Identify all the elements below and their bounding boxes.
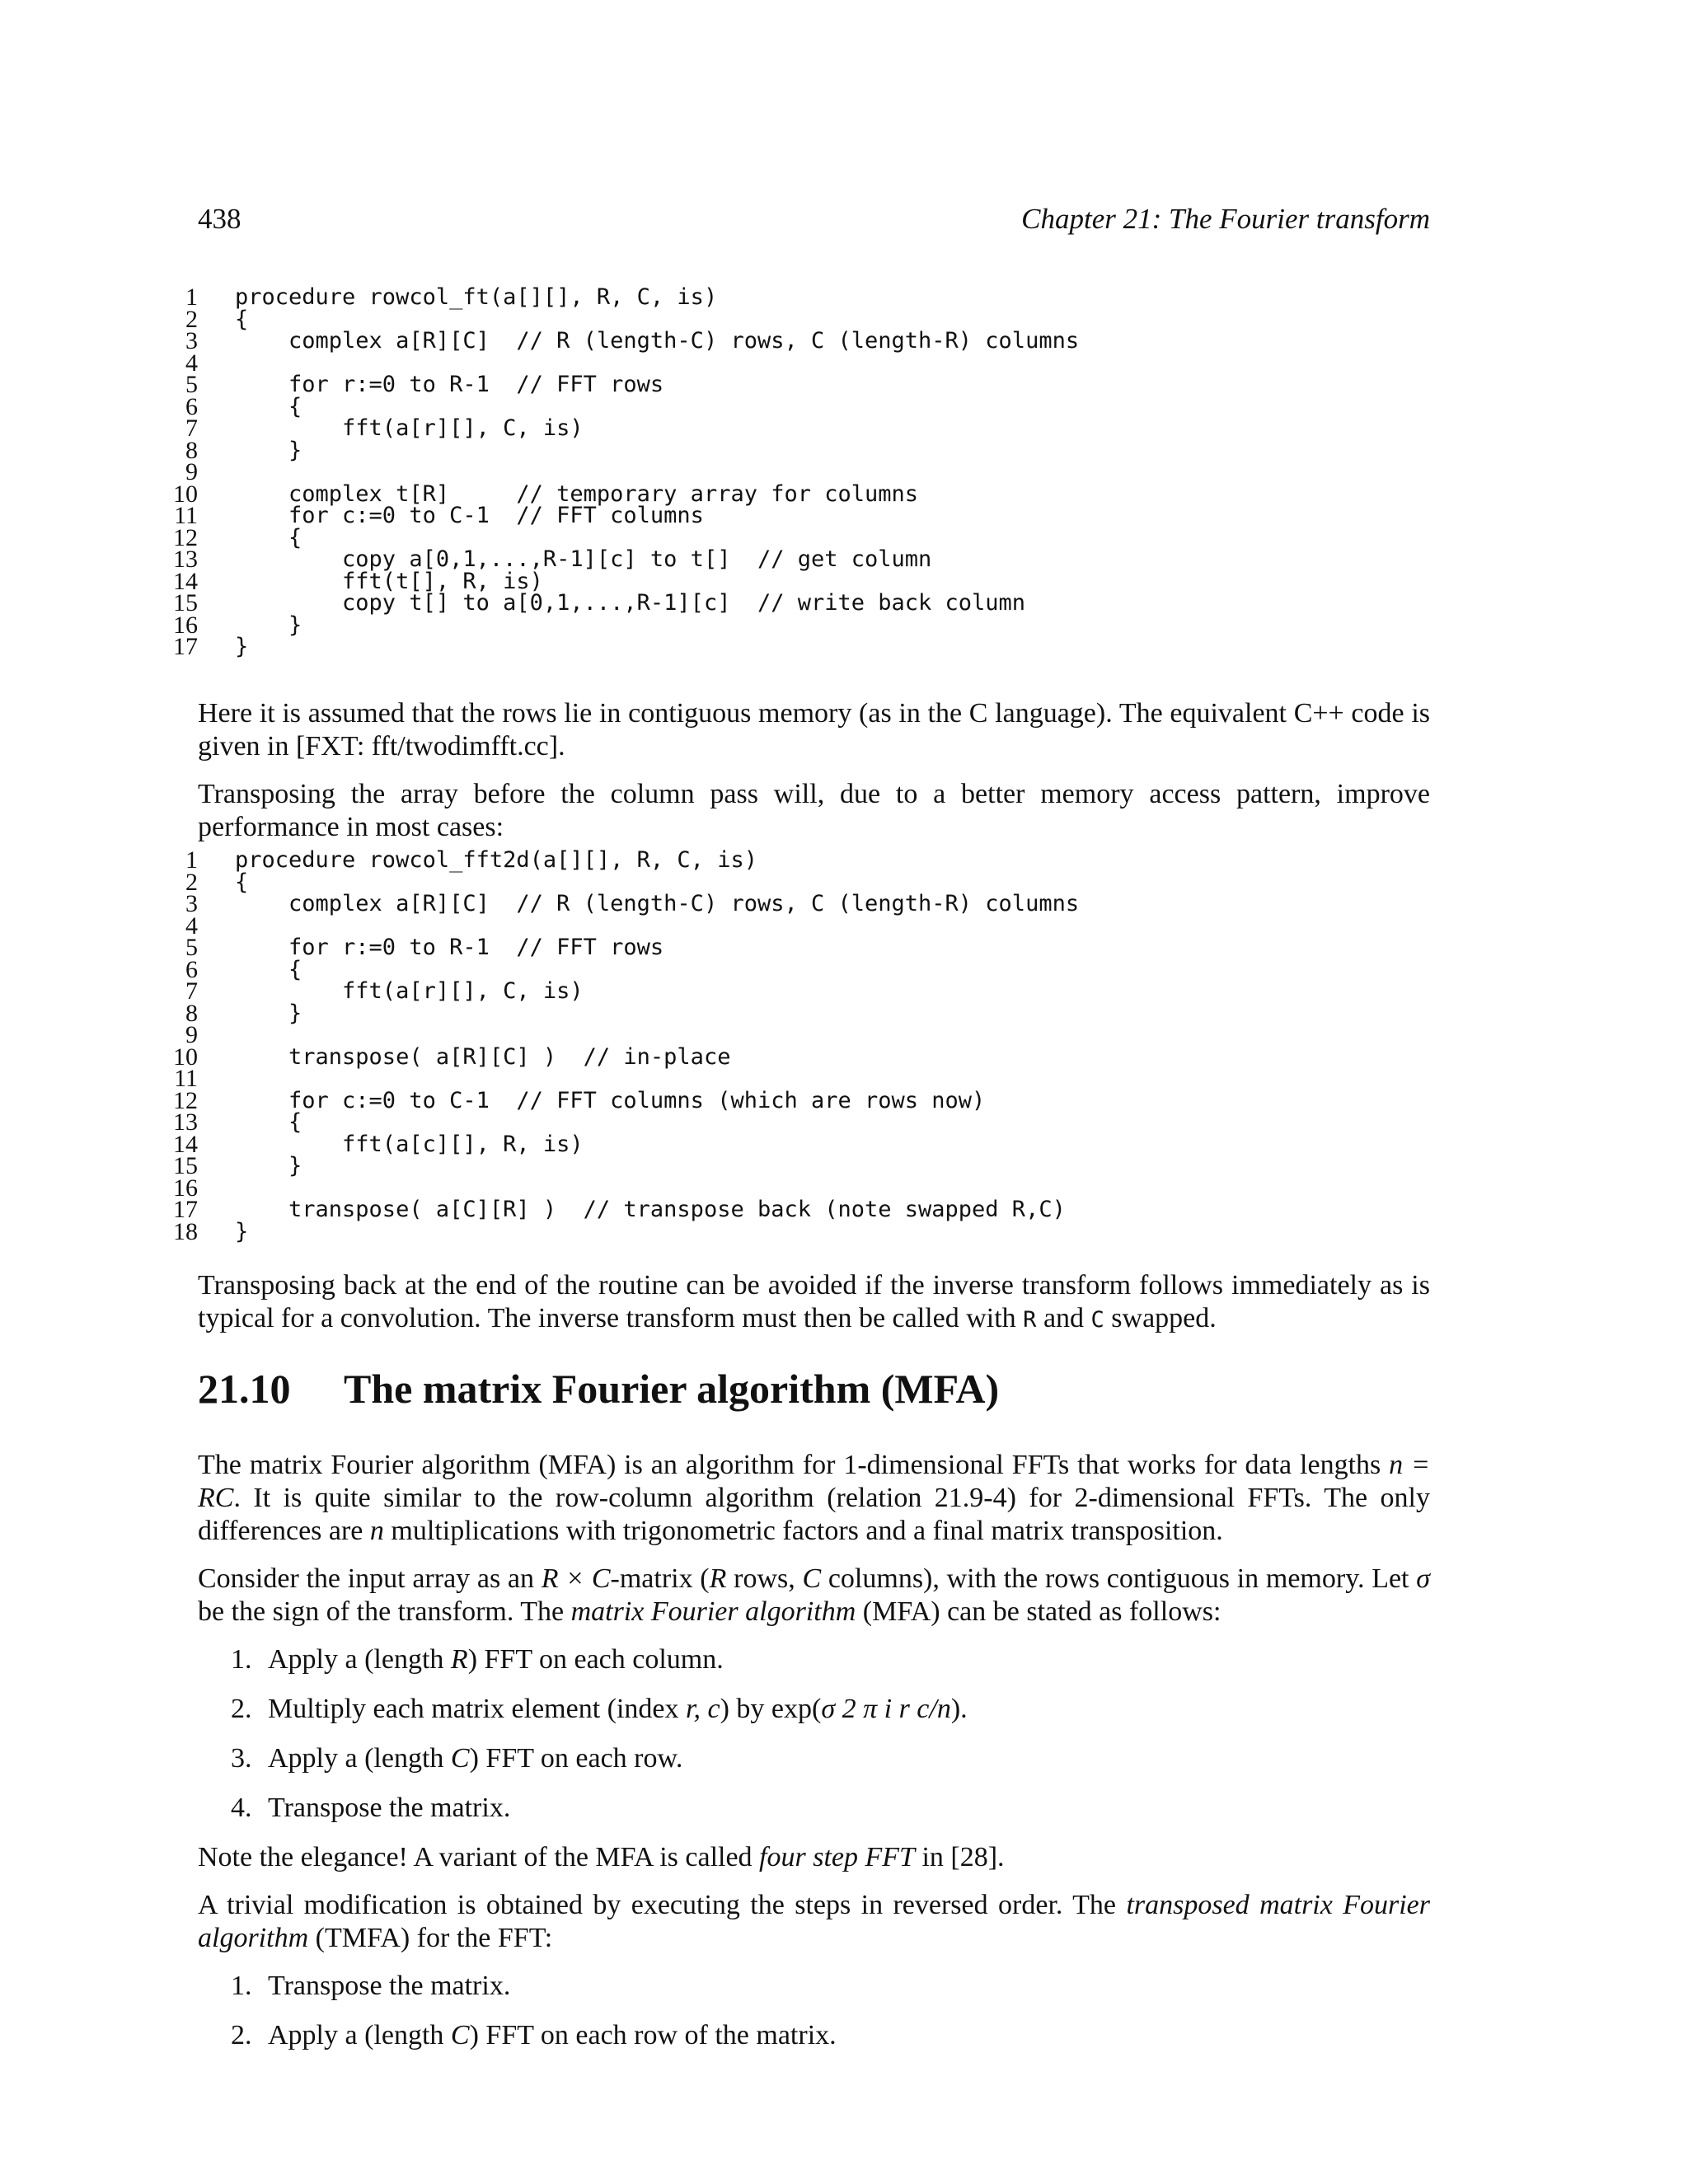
line-number: 13	[173, 1108, 198, 1136]
code-text: for r:=0 to R-1 // FFT rows	[235, 935, 664, 960]
code-text: {	[235, 306, 249, 332]
code-text: fft(t[], R, is)	[235, 568, 543, 594]
line-number: 17	[173, 633, 198, 660]
line-number: 12	[173, 523, 198, 551]
line-number: 2	[185, 868, 198, 896]
mfa-steps-list	[198, 1643, 1430, 1825]
code-text: }	[235, 634, 249, 659]
page-number: 438	[198, 203, 241, 235]
code-text: complex a[R][C] // R (length-C) rows, C (length-R) columns	[235, 891, 1080, 916]
code-text: {	[235, 524, 302, 551]
code-line	[165, 633, 1442, 660]
line-number: 15	[173, 589, 198, 616]
code-text: }	[235, 437, 302, 463]
line-number: 6	[185, 392, 198, 420]
code-line	[165, 436, 1442, 464]
code-text: fft(a[c][], R, is)	[235, 1131, 584, 1157]
line-number: 9	[185, 458, 198, 485]
code-line	[165, 999, 1442, 1027]
code-text: transpose( a[C][R] ) // transpose back (note swapped R,C)	[235, 1197, 1066, 1222]
code-text: {	[235, 1109, 302, 1135]
line-number: 11	[174, 1065, 198, 1092]
code-text: }	[235, 612, 302, 638]
code-text: copy t[] to a[0,1,...,R-1][c] // write back column	[235, 590, 1026, 616]
code-line	[165, 415, 1442, 442]
code-line	[165, 1021, 1442, 1048]
body-text-2	[198, 1269, 1430, 1337]
section-heading	[198, 1365, 1430, 1413]
paragraph-elegance: Note the elegance! A variant of the MFA is called four step FFT in [28].	[198, 1842, 1005, 1872]
code-text: {	[235, 393, 302, 419]
code-line	[165, 1217, 1442, 1245]
line-number: 14	[173, 1130, 198, 1158]
code-line	[165, 1086, 1442, 1114]
section-number: 21.10	[198, 1366, 291, 1412]
tmfa-steps-list	[198, 1970, 1430, 2052]
line-number: 16	[173, 611, 198, 639]
line-number: 1	[185, 846, 198, 874]
code-line	[165, 546, 1442, 573]
code-text: }	[235, 1000, 302, 1026]
code-text: fft(a[r][], C, is)	[235, 978, 584, 1004]
line-number: 4	[185, 912, 198, 940]
paragraph-transposing-back: Transposing back at the end of the routine can be avoided if the inverse transform follows immediately as is typical for a convolution. The inverse transform must then be called with R and C swapped.	[198, 1270, 1430, 1333]
code-line	[165, 934, 1442, 961]
line-number: 5	[185, 934, 198, 961]
line-number: 3	[185, 890, 198, 917]
code-text: for c:=0 to C-1 // FFT columns	[235, 503, 704, 528]
line-number: 8	[185, 999, 198, 1027]
line-number: 18	[173, 1217, 198, 1245]
line-number: 6	[185, 955, 198, 983]
code-line	[165, 1130, 1442, 1158]
code-text: complex t[R] // temporary array for columns	[235, 480, 919, 507]
line-number: 12	[173, 1086, 198, 1114]
line-number: 17	[173, 1196, 198, 1223]
code-line	[165, 1043, 1442, 1071]
code-line	[165, 977, 1442, 1005]
paragraph-transposing: Transposing the array before the column pass will, due to a better memory access pattern, improve performance in most cases:	[198, 779, 1430, 842]
line-number: 10	[173, 480, 198, 508]
paragraph-input-array: Consider the input array as an R × C-matrix (R rows, C columns), with the rows contiguous in memory. Let σ be the sign of the transform. The matrix Fourier algorithm (MFA) can be stated as follows:	[198, 1563, 1430, 1627]
code-line	[165, 890, 1442, 917]
code-text: fft(a[r][], C, is)	[235, 415, 584, 441]
chapter-title: Chapter 21: The Fourier transform	[1021, 203, 1430, 235]
code-line	[165, 589, 1442, 616]
line-number: 7	[185, 415, 198, 442]
code-text: procedure rowcol_ft(a[][], R, C, is)	[235, 284, 718, 310]
line-number: 9	[185, 1021, 198, 1048]
line-number: 16	[173, 1174, 198, 1202]
body-text-3	[198, 1449, 1430, 2069]
code-text: }	[235, 1218, 249, 1244]
code-text: }	[235, 1153, 302, 1179]
code-text: {	[235, 869, 249, 895]
line-number: 2	[185, 305, 198, 333]
paragraph-mfa-intro: The matrix Fourier algorithm (MFA) is an algorithm for 1-dimensional FFTs that works for data lengths n = RC. It is quite similar to the row-column algorithm (relation 21.9-4) for 2-dimensional FFTs. The only differences are n multiplications with trigonometric factors and a final matrix transposition.	[198, 1450, 1430, 1546]
code-line	[165, 611, 1442, 639]
code-listing-rowcol-fft2d	[165, 846, 1442, 1245]
list-item: 2. Multiply each matrix element (index r, c) by exp(σ 2 π i r c/n).	[231, 1694, 968, 1724]
code-line	[165, 502, 1442, 529]
line-number: 11	[174, 502, 198, 529]
code-text: transpose( a[R][C] ) // in-place	[235, 1043, 731, 1070]
list-item: 1. Transpose the matrix.	[231, 1971, 511, 2001]
list-item: 2. Apply a (length C) FFT on each row of the matrix.	[231, 2020, 837, 2050]
code-text: procedure rowcol_fft2d(a[][], R, C, is)	[235, 847, 757, 873]
line-number: 3	[185, 327, 198, 354]
code-line	[165, 327, 1442, 354]
code-line	[165, 371, 1442, 398]
page-header	[198, 203, 1430, 239]
code-line	[165, 1196, 1442, 1223]
code-text: copy a[0,1,...,R-1][c] to t[] // get column	[235, 546, 932, 572]
code-text: {	[235, 956, 302, 982]
code-text: for r:=0 to R-1 // FFT rows	[235, 372, 664, 397]
line-number: 14	[173, 567, 198, 595]
code-listing-rowcol-ft	[165, 284, 1442, 660]
line-number: 8	[185, 436, 198, 464]
paragraph-tmfa: A trivial modification is obtained by executing the steps in reversed order. The transposed matrix Fourier algorithm (TMFA) for the FFT:	[198, 1890, 1430, 1953]
list-item: 1. Apply a (length R) FFT on each column.	[231, 1644, 724, 1675]
code-C: C	[1090, 1307, 1104, 1333]
code-line	[165, 284, 1442, 311]
code-line	[165, 1152, 1442, 1179]
paragraph-contiguous-memory: Here it is assumed that the rows lie in contiguous memory (as in the C language). The equivalent C++ code is given in [FXT: fft/twodimfft.cc].	[198, 698, 1430, 762]
line-number: 15	[173, 1152, 198, 1179]
line-number: 7	[185, 977, 198, 1005]
list-item: 3. Apply a (length C) FFT on each row.	[231, 1743, 683, 1774]
code-line	[165, 458, 1442, 485]
section-title: The matrix Fourier algorithm (MFA)	[344, 1366, 1000, 1412]
code-line	[165, 846, 1442, 874]
code-line	[165, 1065, 1442, 1092]
line-number: 1	[185, 284, 198, 311]
line-number: 13	[173, 546, 198, 573]
line-number: 4	[185, 349, 198, 377]
body-text-1	[198, 697, 1430, 844]
code-text: for c:=0 to C-1 // FFT columns (which are rows now)	[235, 1087, 986, 1113]
list-item: 4. Transpose the matrix.	[231, 1793, 511, 1823]
line-number: 10	[173, 1043, 198, 1071]
code-R: R	[1023, 1307, 1037, 1333]
code-line	[165, 1108, 1442, 1136]
code-text: complex a[R][C] // R (length-C) rows, C (length-R) columns	[235, 328, 1080, 354]
line-number: 5	[185, 371, 198, 398]
